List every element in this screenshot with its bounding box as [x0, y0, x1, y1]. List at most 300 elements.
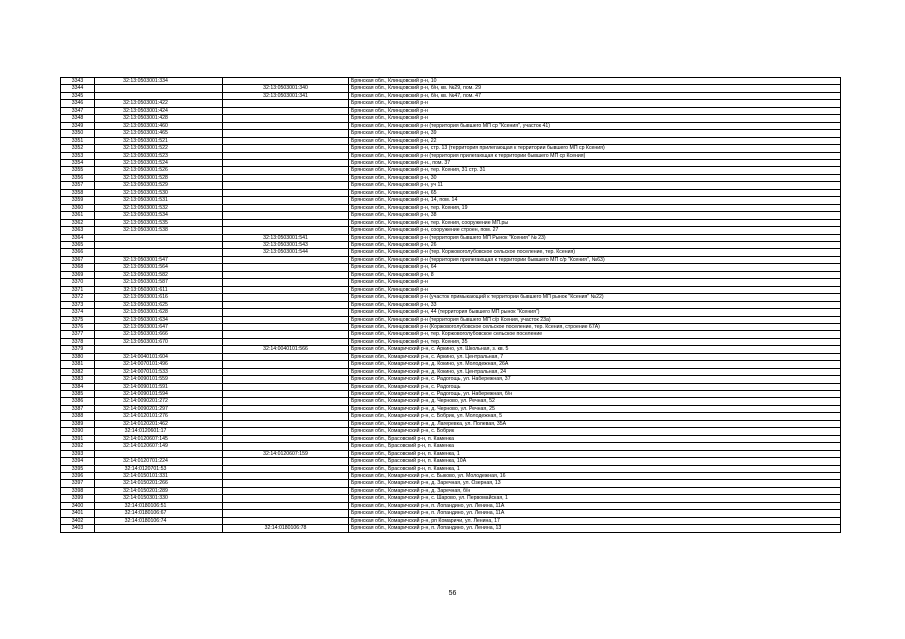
address-cell: Брянская обл., Комаричский р-н, д. Лагеревка, ул. Полевая, 35А: [349, 420, 841, 427]
row-number-cell: 3354: [61, 159, 95, 166]
table-row: [61, 383, 841, 390]
row-number-cell: 3383: [61, 376, 95, 383]
cadastral-number-cell: 32:14:0150301:330: [95, 495, 223, 502]
cadastral-number-alt-cell: [223, 152, 349, 159]
cadastral-number-alt-cell: [223, 174, 349, 181]
row-number-cell: 3372: [61, 294, 95, 301]
address-cell: Брянская обл., Брасовский р-н, п. Каменка: [349, 443, 841, 450]
row-number-cell: 3362: [61, 219, 95, 226]
address-cell: Брянская обл., Клинцовский р-н, 44 (территория бывшего МП рынок "Ксения"): [349, 309, 841, 316]
address-cell: Брянская обл., Брасовский р-н, п. Каменка: [349, 435, 841, 442]
address-cell: Брянская обл., Клинцовский р-н, 30: [349, 174, 841, 181]
cadastral-number-cell: 32:14:0090101:594: [95, 391, 223, 398]
cadastral-number-alt-cell: [223, 495, 349, 502]
address-cell: Брянская обл., Клинцовский р-н (участок примыкающий к территории бывшего МП рынок "Ксения" №22): [349, 294, 841, 301]
row-number-cell: 3373: [61, 301, 95, 308]
cadastral-number-cell: [95, 85, 223, 92]
address-cell: Брянская обл., Комаричский р-н, с. Аркино, ул. Центральная, 7: [349, 353, 841, 360]
address-cell: Брянская обл., Клинцовский р-н: [349, 107, 841, 114]
table-row: [61, 152, 841, 159]
address-cell: Брянская обл., Клинцовский р-н, тер. Ксения, сооружение МП.ры: [349, 219, 841, 226]
table-row: [61, 286, 841, 293]
address-cell: Брянская обл., Комаричский р-н, с. Аркино, ул. Школьная, з. кв. 5: [349, 346, 841, 353]
table-row: [61, 115, 841, 122]
cadastral-number-cell: 32:13:0503001:532: [95, 204, 223, 211]
cadastral-number-alt-cell: [223, 361, 349, 368]
cadastral-number-cell: 32:13:0503001:535: [95, 219, 223, 226]
cadastral-number-cell: 32:14:0040101:604: [95, 353, 223, 360]
cadastral-number-alt-cell: [223, 413, 349, 420]
cadastral-number-cell: 32:14:0120607:149: [95, 443, 223, 450]
cadastral-number-alt-cell: [223, 316, 349, 323]
row-number-cell: 3391: [61, 435, 95, 442]
table-row: [61, 78, 841, 85]
cadastral-number-cell: 32:13:0503001:529: [95, 182, 223, 189]
table-row: [61, 264, 841, 271]
cadastral-number-cell: 32:13:0503001:625: [95, 301, 223, 308]
row-number-cell: 3347: [61, 107, 95, 114]
cadastral-number-alt-cell: [223, 145, 349, 152]
cadastral-number-alt-cell: [223, 137, 349, 144]
row-number-cell: 3363: [61, 227, 95, 234]
table-row: [61, 510, 841, 517]
cadastral-number-cell: 32:13:0503001:547: [95, 256, 223, 263]
row-number-cell: 3398: [61, 487, 95, 494]
table-row: [61, 204, 841, 211]
cadastral-number-alt-cell: [223, 115, 349, 122]
table-row: [61, 353, 841, 360]
address-cell: Брянская обл., Комаричский р-н, рп Комаричи, ул. Ленина, 17: [349, 517, 841, 524]
cadastral-number-alt-cell: 32:13:0503001:541: [223, 234, 349, 241]
address-cell: Брянская обл., Комаричский р-н, с. Быково, ул. Молодежная, 16: [349, 473, 841, 480]
cadastral-number-cell: 32:13:0503001:531: [95, 197, 223, 204]
address-cell: Брянская обл., Клинцовский р-н, 22: [349, 137, 841, 144]
cadastral-number-alt-cell: [223, 264, 349, 271]
row-number-cell: 3401: [61, 510, 95, 517]
cadastral-number-cell: 32:13:0503001:521: [95, 137, 223, 144]
row-number-cell: 3349: [61, 122, 95, 129]
cadastral-number-cell: 32:13:0503001:587: [95, 279, 223, 286]
cadastral-number-cell: 32:13:0503001:634: [95, 316, 223, 323]
row-number-cell: 3394: [61, 458, 95, 465]
address-cell: Брянская обл., Клинцовский р-н, 10: [349, 78, 841, 85]
row-number-cell: 3400: [61, 502, 95, 509]
address-cell: Брянская обл., Комаричский р-н, д. Черново, ул. Речная, 25: [349, 405, 841, 412]
table-row: [61, 294, 841, 301]
cadastral-number-cell: 32:13:0503001:670: [95, 338, 223, 345]
cadastral-number-cell: 32:14:0180106:74: [95, 517, 223, 524]
row-number-cell: 3382: [61, 368, 95, 375]
address-cell: Брянская обл., Клинцовский р-н, б/н, кв. №29, пом. 29: [349, 85, 841, 92]
address-cell: Брянская обл., Клинцовский р-н (Коржовоголубовское сельское поселение, тер. Ксения, строение 67А): [349, 323, 841, 330]
row-number-cell: 3344: [61, 85, 95, 92]
cadastral-number-cell: 32:14:0120101:276: [95, 413, 223, 420]
row-number-cell: 3392: [61, 443, 95, 450]
cadastral-number-cell: 32:14:0090101:559: [95, 376, 223, 383]
row-number-cell: 3390: [61, 428, 95, 435]
address-cell: Брянская обл., Брасовский р-н, п. Каменка, 1: [349, 465, 841, 472]
address-cell: Брянская обл., Клинцовский р-н: [349, 286, 841, 293]
cadastral-number-alt-cell: [223, 383, 349, 390]
row-number-cell: 3384: [61, 383, 95, 390]
table-row: [61, 122, 841, 129]
address-cell: Брянская обл., Брасовский р-н, п. Каменка, 10А: [349, 458, 841, 465]
cadastral-number-alt-cell: [223, 167, 349, 174]
cadastral-number-alt-cell: [223, 420, 349, 427]
row-number-cell: 3395: [61, 465, 95, 472]
table-row: [61, 107, 841, 114]
row-number-cell: 3369: [61, 271, 95, 278]
cadastral-number-alt-cell: [223, 227, 349, 234]
row-number-cell: 3355: [61, 167, 95, 174]
cadastral-number-cell: 32:13:0503001:628: [95, 309, 223, 316]
cadastral-number-cell: 32:13:0503001:538: [95, 227, 223, 234]
table-row: [61, 398, 841, 405]
table-row: [61, 182, 841, 189]
table-row: [61, 435, 841, 442]
table-row: [61, 450, 841, 457]
row-number-cell: 3399: [61, 495, 95, 502]
cadastral-number-cell: 32:13:0503001:523: [95, 152, 223, 159]
cadastral-number-cell: 32:13:0503001:428: [95, 115, 223, 122]
cadastral-number-cell: 32:13:0503001:611: [95, 286, 223, 293]
table-row: [61, 219, 841, 226]
row-number-cell: 3359: [61, 197, 95, 204]
table-row: [61, 159, 841, 166]
cadastral-number-cell: [95, 234, 223, 241]
cadastral-number-alt-cell: 32:13:0503001:340: [223, 85, 349, 92]
table-row: [61, 368, 841, 375]
row-number-cell: 3356: [61, 174, 95, 181]
address-cell: Брянская обл., Клинцовский р-н, тер. Ксения, 31 стр. 31: [349, 167, 841, 174]
row-number-cell: 3367: [61, 256, 95, 263]
cadastral-number-cell: 32:14:0090101:591: [95, 383, 223, 390]
cadastral-number-cell: 32:13:0503001:422: [95, 100, 223, 107]
table-row: [61, 316, 841, 323]
cadastral-number-alt-cell: [223, 376, 349, 383]
address-cell: Брянская обл., Комаричский р-н, с. Бобрик, ул. Молодежная, 5: [349, 413, 841, 420]
cadastral-number-alt-cell: 32:14:0040101:566: [223, 346, 349, 353]
row-number-cell: 3403: [61, 525, 95, 532]
cadastral-number-alt-cell: [223, 122, 349, 129]
table-row: [61, 495, 841, 502]
address-cell: Брянская обл., Клинцовский р-н, тер. Коржовоголубовское сельское поселение: [349, 331, 841, 338]
cadastral-number-alt-cell: [223, 473, 349, 480]
table-row: [61, 361, 841, 368]
cadastral-number-cell: 32:13:0503001:465: [95, 130, 223, 137]
cadastral-number-alt-cell: [223, 256, 349, 263]
cadastral-number-cell: [95, 346, 223, 353]
address-cell: Брянская обл., Комаричский р-н, с. Радогощь, ул. Набережная, б/н: [349, 391, 841, 398]
table-row: [61, 197, 841, 204]
table-row: [61, 473, 841, 480]
cadastral-number-cell: 32:14:0150201:289: [95, 487, 223, 494]
cadastral-number-cell: [95, 450, 223, 457]
cadastral-number-cell: 32:14:0180106:67: [95, 510, 223, 517]
cadastral-number-cell: 32:13:0503001:526: [95, 167, 223, 174]
row-number-cell: 3345: [61, 92, 95, 99]
address-cell: Брянская обл., Клинцовский р-н (территория прилегающая к территории бывшего МП с/р "Ксения", №63): [349, 256, 841, 263]
cadastral-number-cell: 32:13:0503001:528: [95, 174, 223, 181]
cadastral-number-alt-cell: [223, 502, 349, 509]
cadastral-number-cell: 32:13:0503001:460: [95, 122, 223, 129]
row-number-cell: 3357: [61, 182, 95, 189]
address-cell: Брянская обл., Клинцовский р-н: [349, 279, 841, 286]
table-row: [61, 279, 841, 286]
table-row: [61, 249, 841, 256]
address-cell: Брянская обл., Клинцовский р-н, 14, пом. 14: [349, 197, 841, 204]
cadastral-number-alt-cell: [223, 286, 349, 293]
cadastral-number-alt-cell: [223, 405, 349, 412]
table-row: [61, 323, 841, 330]
cadastral-number-alt-cell: 32:14:0180106:78: [223, 525, 349, 532]
cadastral-number-cell: 32:13:0503001:424: [95, 107, 223, 114]
cadastral-number-cell: 32:13:0503001:582: [95, 271, 223, 278]
cadastral-number-alt-cell: [223, 435, 349, 442]
address-cell: Брянская обл., Комаричский р-н, д. Черново, ул. Речная, 52: [349, 398, 841, 405]
row-number-cell: 3353: [61, 152, 95, 159]
row-number-cell: 3375: [61, 316, 95, 323]
cadastral-number-cell: [95, 525, 223, 532]
row-number-cell: 3360: [61, 204, 95, 211]
cadastral-number-cell: 32:14:0180106:51: [95, 502, 223, 509]
table-row: [61, 189, 841, 196]
cadastral-number-alt-cell: [223, 78, 349, 85]
cadastral-number-alt-cell: [223, 189, 349, 196]
address-cell: Брянская обл., Клинцовский р-н (территория бывшего МП Рынок "Ксения" № 23): [349, 234, 841, 241]
address-cell: Брянская обл., Клинцовский р-н, 38: [349, 212, 841, 219]
cadastral-number-alt-cell: [223, 323, 349, 330]
row-number-cell: 3376: [61, 323, 95, 330]
address-cell: Брянская обл., Клинцовский р-н, 26: [349, 241, 841, 248]
cadastral-number-alt-cell: [223, 301, 349, 308]
cadastral-number-alt-cell: [223, 212, 349, 219]
row-number-cell: 3374: [61, 309, 95, 316]
cadastral-number-cell: 32:13:0503001:530: [95, 189, 223, 196]
cadastral-number-alt-cell: [223, 353, 349, 360]
address-cell: Брянская обл., Клинцовский р-н, тер. Ксения, 35: [349, 338, 841, 345]
address-cell: Брянская обл., Клинцовский р-н (территория бывшего МП с/р Ксения, участок 23а): [349, 316, 841, 323]
table-row: [61, 137, 841, 144]
cadastral-number-alt-cell: [223, 458, 349, 465]
page-number: 56: [448, 590, 457, 597]
address-cell: Брянская обл., Клинцовский р-н., пом. 37: [349, 159, 841, 166]
row-number-cell: 3397: [61, 480, 95, 487]
table-row: [61, 502, 841, 509]
register-table-body: [61, 78, 841, 533]
cadastral-number-alt-cell: [223, 398, 349, 405]
table-row: [61, 85, 841, 92]
table-row: [61, 174, 841, 181]
cadastral-number-cell: 32:13:0503001:524: [95, 159, 223, 166]
row-number-cell: 3393: [61, 450, 95, 457]
address-cell: Брянская обл., Клинцовский р-н, 65: [349, 189, 841, 196]
cadastral-number-alt-cell: [223, 391, 349, 398]
table-row: [61, 517, 841, 524]
cadastral-number-alt-cell: [223, 294, 349, 301]
address-cell: Брянская обл., Клинцовский р-н, уч 11: [349, 182, 841, 189]
cadastral-number-cell: 32:14:0070101:496: [95, 361, 223, 368]
address-cell: Брянская обл., Клинцовский р-н (территория бывшего МП ср "Ксения", участок 41): [349, 122, 841, 129]
address-cell: Брянская обл., Комаричский р-н, д. Кокино, ул. Молодежная, 26А: [349, 361, 841, 368]
row-number-cell: 3348: [61, 115, 95, 122]
cadastral-number-cell: 32:14:0090201:297: [95, 405, 223, 412]
address-cell: Брянская обл., Клинцовский р-н (тер. Коржовоголубовское сельское поселение, тер. Ксения): [349, 249, 841, 256]
table-row: [61, 256, 841, 263]
table-row: [61, 428, 841, 435]
cadastral-number-cell: 32:13:0503001:666: [95, 331, 223, 338]
row-number-cell: 3385: [61, 391, 95, 398]
row-number-cell: 3350: [61, 130, 95, 137]
cadastral-number-cell: 32:14:0120607:145: [95, 435, 223, 442]
row-number-cell: 3343: [61, 78, 95, 85]
cadastral-number-cell: 32:13:0503001:647: [95, 323, 223, 330]
row-number-cell: 3402: [61, 517, 95, 524]
address-cell: Брянская обл., Комаричский р-н, д. Заречная, б/н: [349, 487, 841, 494]
address-cell: Брянская обл., Клинцовский р-н, 64: [349, 264, 841, 271]
cadastral-number-cell: 32:14:0120701:224: [95, 458, 223, 465]
cadastral-number-alt-cell: [223, 271, 349, 278]
table-row: [61, 391, 841, 398]
address-cell: Брянская обл., Клинцовский р-н, 33: [349, 301, 841, 308]
cadastral-number-cell: 32:13:0503001:334: [95, 78, 223, 85]
cadastral-number-alt-cell: 32:13:0503001:544: [223, 249, 349, 256]
cadastral-number-alt-cell: 32:13:0503001:341: [223, 92, 349, 99]
row-number-cell: 3365: [61, 241, 95, 248]
row-number-cell: 3389: [61, 420, 95, 427]
row-number-cell: 3370: [61, 279, 95, 286]
cadastral-number-cell: [95, 241, 223, 248]
table-row: [61, 458, 841, 465]
cadastral-number-alt-cell: [223, 331, 349, 338]
cadastral-number-alt-cell: [223, 100, 349, 107]
cadastral-number-alt-cell: [223, 338, 349, 345]
cadastral-number-alt-cell: [223, 510, 349, 517]
address-cell: Брянская обл., Комаричский р-н, с. Шарово, ул. Первомайская, 1: [349, 495, 841, 502]
cadastral-number-alt-cell: [223, 443, 349, 450]
address-cell: Брянская обл., Клинцовский р-н, тер. Ксения, 19: [349, 204, 841, 211]
cadastral-number-cell: 32:13:0503001:534: [95, 212, 223, 219]
table-row: [61, 480, 841, 487]
address-cell: Брянская обл., Комаричский р-н, д. Заречная, ул. Озерная, 13: [349, 480, 841, 487]
cadastral-number-cell: 32:14:0150201:266: [95, 480, 223, 487]
cadastral-number-cell: 32:14:0150101:331: [95, 473, 223, 480]
row-number-cell: 3352: [61, 145, 95, 152]
cadastral-number-alt-cell: [223, 130, 349, 137]
cadastral-number-alt-cell: [223, 309, 349, 316]
cadastral-number-alt-cell: [223, 279, 349, 286]
address-cell: Брянская обл., Комаричский р-н, с. Радогощь, ул. Набережная, 37: [349, 376, 841, 383]
cadastral-number-alt-cell: [223, 182, 349, 189]
cadastral-number-cell: 32:14:0120701:53: [95, 465, 223, 472]
row-number-cell: 3386: [61, 398, 95, 405]
row-number-cell: 3381: [61, 361, 95, 368]
table-row: [61, 130, 841, 137]
table-row: [61, 234, 841, 241]
table-row: [61, 338, 841, 345]
table-row: [61, 405, 841, 412]
cadastral-number-alt-cell: [223, 428, 349, 435]
table-row: [61, 376, 841, 383]
cadastral-number-alt-cell: [223, 480, 349, 487]
cadastral-number-cell: 32:13:0503001:564: [95, 264, 223, 271]
address-cell: Брянская обл., Клинцовский р-н: [349, 115, 841, 122]
table-row: [61, 212, 841, 219]
cadastral-number-alt-cell: 32:14:0120607:159: [223, 450, 349, 457]
row-number-cell: 3366: [61, 249, 95, 256]
cadastral-number-alt-cell: [223, 219, 349, 226]
row-number-cell: 3387: [61, 405, 95, 412]
cadastral-number-cell: [95, 249, 223, 256]
row-number-cell: 3364: [61, 234, 95, 241]
table-row: [61, 301, 841, 308]
table-row: [61, 487, 841, 494]
row-number-cell: 3358: [61, 189, 95, 196]
cadastral-number-cell: [95, 92, 223, 99]
address-cell: Брянская обл., Клинцовский р-н, б/н, кв. №47, пом. 47: [349, 92, 841, 99]
address-cell: Брянская обл., Комаричский р-н, п. Лопандино, ул. Ленина, 11А: [349, 502, 841, 509]
table-row: [61, 271, 841, 278]
cadastral-number-alt-cell: [223, 368, 349, 375]
cadastral-number-alt-cell: 32:13:0503001:543: [223, 241, 349, 248]
row-number-cell: 3371: [61, 286, 95, 293]
row-number-cell: 3368: [61, 264, 95, 271]
cadastral-number-cell: 32:14:0070101:533: [95, 368, 223, 375]
table-row: [61, 331, 841, 338]
cadastral-number-cell: 32:13:0503001:522: [95, 145, 223, 152]
table-row: [61, 465, 841, 472]
cadastral-number-cell: 32:13:0503001:616: [95, 294, 223, 301]
cadastral-number-alt-cell: [223, 204, 349, 211]
table-row: [61, 145, 841, 152]
address-cell: Брянская обл., Клинцовский р-н, 39: [349, 130, 841, 137]
address-cell: Брянская обл., Клинцовский р-н, 8: [349, 271, 841, 278]
register-table: [60, 77, 841, 533]
address-cell: Брянская обл., Комаричский р-н, с. Радогощь: [349, 383, 841, 390]
address-cell: Брянская обл., Брасовский р-н, п. Каменка, 1: [349, 450, 841, 457]
address-cell: Брянская обл., Комаричский р-н, п. Лопандино, ул. Ленина, 13: [349, 525, 841, 532]
row-number-cell: 3377: [61, 331, 95, 338]
table-row: [61, 309, 841, 316]
table-row: [61, 346, 841, 353]
cadastral-number-alt-cell: [223, 197, 349, 204]
address-cell: Брянская обл., Клинцовский р-н (территория прилегающая к территории бывшего МП ср Ксения): [349, 152, 841, 159]
cadastral-number-cell: 32:14:0120201:462: [95, 420, 223, 427]
row-number-cell: 3396: [61, 473, 95, 480]
table-row: [61, 443, 841, 450]
address-cell: Брянская обл., Комаричский р-н, с. Бобрик: [349, 428, 841, 435]
address-cell: Брянская обл., Клинцовский р-н, сооружение строен, пом. 27: [349, 227, 841, 234]
row-number-cell: 3378: [61, 338, 95, 345]
cadastral-number-alt-cell: [223, 487, 349, 494]
cadastral-number-cell: 32:14:0120601:17: [95, 428, 223, 435]
row-number-cell: 3361: [61, 212, 95, 219]
cadastral-number-alt-cell: [223, 107, 349, 114]
table-row: [61, 92, 841, 99]
table-row: [61, 420, 841, 427]
cadastral-number-alt-cell: [223, 159, 349, 166]
row-number-cell: 3346: [61, 100, 95, 107]
address-cell: Брянская обл., Комаричский р-н, д. Кокино, ул. Центральная, 24: [349, 368, 841, 375]
row-number-cell: 3351: [61, 137, 95, 144]
row-number-cell: 3380: [61, 353, 95, 360]
row-number-cell: 3379: [61, 346, 95, 353]
table-row: [61, 525, 841, 532]
row-number-cell: 3388: [61, 413, 95, 420]
table-row: [61, 227, 841, 234]
table-row: [61, 413, 841, 420]
table-row: [61, 241, 841, 248]
